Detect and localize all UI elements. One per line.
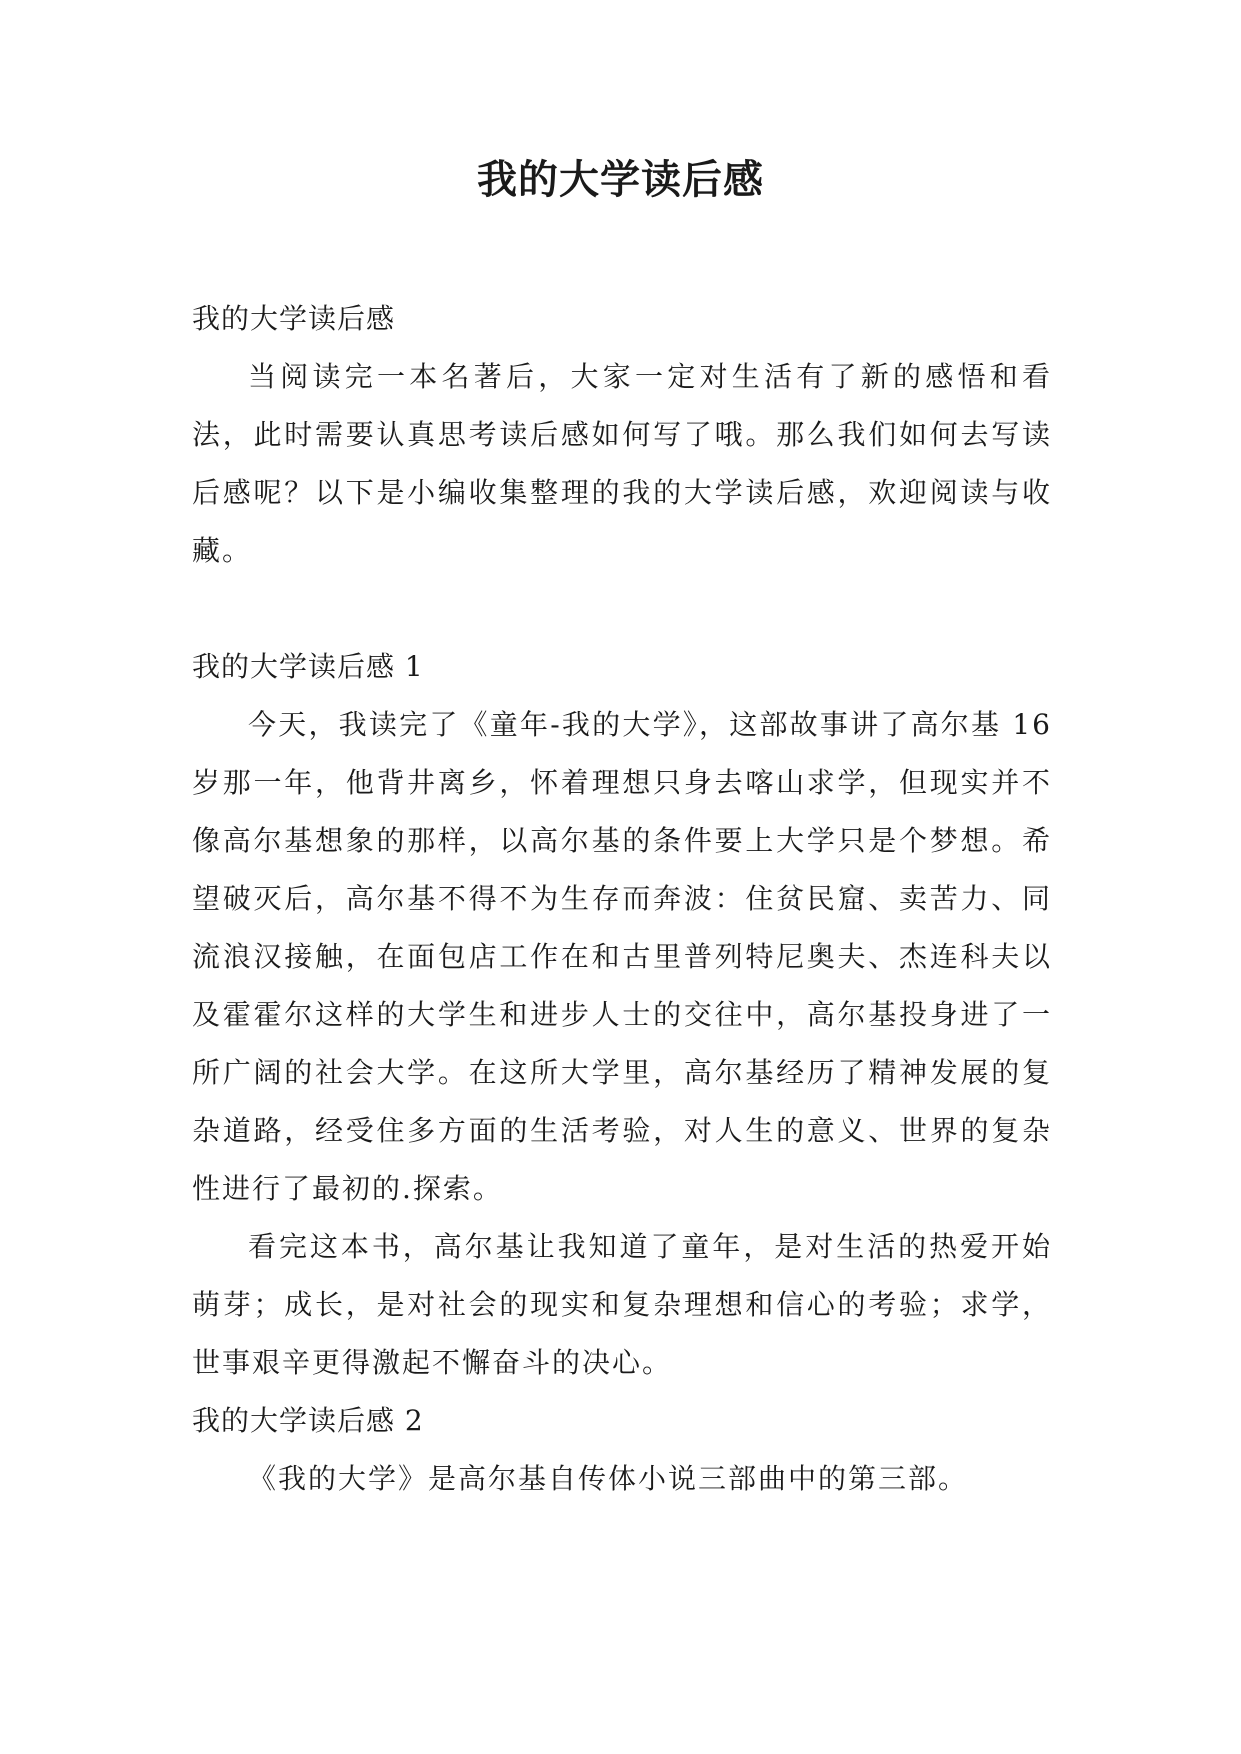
intro-heading: 我的大学读后感 (192, 302, 396, 335)
section-2-heading: 我的大学读后感 2 (192, 1404, 424, 1437)
section-1-heading: 我的大学读后感 1 (192, 650, 424, 683)
section-1-paragraph-2: 看完这本书，高尔基让我知道了童年，是对生活的热爱开始萌芽；成长，是对社会的现实和复杂理想和信心的考验；求学，世事艰辛更得激起不懈奋斗的决心。 (192, 1230, 1052, 1379)
section-spacer (192, 580, 1052, 638)
document-title: 我的大学读后感 (477, 156, 764, 203)
intro-paragraph: 当阅读完一本名著后，大家一定对生活有了新的感悟和看法，此时需要认真思考读后感如何写了哦。那么我们如何去写读后感呢？以下是小编收集整理的我的大学读后感，欢迎阅读与收藏。 (192, 360, 1052, 567)
section-1-paragraph-1: 今天，我读完了《童年-我的大学》，这部故事讲了高尔基 16 岁那一年，他背井离乡，怀着理想只身去喀山求学，但现实并不像高尔基想象的那样，以高尔基的条件要上大学只是个梦想。希望破灭后，高尔基不得不为生存而奔波：住贫民窟、卖苦力、同流浪汉接触，在面包店工作在和古里普列特尼奥夫、杰连科夫以及霍霍尔这样的大学生和进步人士的交往中，高尔基投身进了一所广阔的社会大学。在这所大学里，高尔基经历了精神发展的复杂道路，经受住多方面的生活考验，对人生的意义、世界的复杂性进行了最初的.探索。 (192, 708, 1052, 1205)
document-body (192, 290, 1052, 1508)
section-2-paragraph-1: 《我的大学》是高尔基自传体小说三部曲中的第三部。 (248, 1462, 969, 1495)
